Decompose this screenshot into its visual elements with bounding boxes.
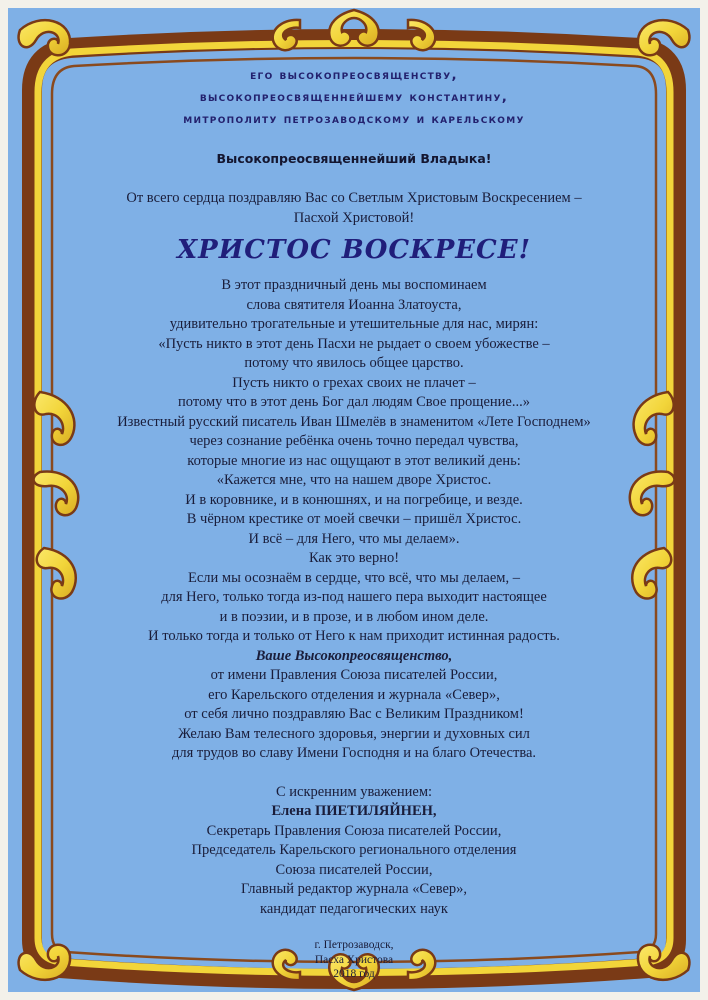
body-line: «Кажется мне, что на нашем дворе Христос. — [216, 472, 492, 488]
body-line: Если мы осознаём в сердце, что всё, что мы делаем, – — [188, 569, 520, 586]
regards-line: С искренним уважением: — [275, 783, 433, 800]
addressee-line: высокопреосвященнейшему константину, — [199, 89, 509, 105]
body-line: потому что явилось общее царство. — [244, 355, 464, 371]
addressee-line: его высокопреосвященству, — [250, 67, 458, 83]
greeting-line: Пасхой Христовой! — [293, 210, 415, 226]
easter-title: ХРИСТОС ВОСКРЕСЕ! — [177, 235, 531, 265]
place-line: Пасха Христова — [314, 953, 394, 966]
signer-name: Елена ПИЕТИЛЯЙНЕН, — [271, 803, 437, 819]
body-line: И в коровнике, и в конюшнях, и на погребице, и везде. — [185, 491, 523, 508]
body-line: Пусть никто о грехах своих не плачет – — [232, 374, 476, 391]
greeting — [86, 188, 622, 228]
body-line: В этот праздничный день мы воспоминаем — [221, 277, 487, 293]
signer-title: кандидат педагогических наук — [260, 900, 448, 917]
signature-block — [86, 783, 622, 920]
signer-title: Союза писателей России, — [275, 861, 433, 878]
body-line: которые многие из нас ощущают в этот великий день: — [187, 452, 521, 469]
salutation: Высокопреосвященнейший Владыка! — [216, 151, 492, 166]
addressee-block — [86, 64, 622, 130]
body-text — [86, 276, 622, 764]
signer-title: Председатель Карельского регионального отделения — [191, 842, 517, 858]
wishes-line: от себя лично поздравляю Вас с Великим Праздником! — [184, 706, 524, 722]
place-line: 2018 год — [333, 968, 375, 980]
wishes-line: Желаю Вам телесного здоровья, энергии и духовных сил — [178, 725, 530, 742]
body-line: Как это верно! — [308, 550, 400, 566]
body-line: слова святителя Иоанна Златоуста, — [246, 296, 462, 313]
body-line: И всё – для Него, что мы делаем». — [248, 530, 460, 547]
signer-title: Главный редактор журнала «Север», — [240, 881, 468, 897]
body-line: «Пусть никто в этот день Пасхи не рыдает о своем убожестве – — [158, 335, 550, 352]
body-line: Известный русский писатель Иван Шмелёв в знаменитом «Лете Господнем» — [117, 413, 591, 430]
body-line: В чёрном крестике от моей свечки – пришёл Христос. — [186, 511, 522, 527]
body-line: удивительно трогательные и утешительные для нас, мирян: — [169, 316, 539, 332]
place-line: г. Петрозаводск, — [314, 939, 394, 951]
signer-title: Секретарь Правления Союза писателей России, — [206, 822, 502, 839]
body-line: И только тогда и только от Него к нам приходит истинная радость. — [148, 628, 560, 644]
addressee-line: митрополиту петрозаводскому и карельскому — [183, 111, 525, 127]
wishes-line: от имени Правления Союза писателей России, — [210, 667, 498, 683]
body-line: через сознание ребёнка очень точно передал чувства, — [189, 433, 519, 449]
body-line: потому что в этот день Бог дал людям Свое прощение...» — [178, 394, 530, 410]
wishes-line: его Карельского отделения и журнала «Север», — [208, 686, 500, 703]
body-line: для Него, только тогда из-под нашего пера выходит настоящее — [161, 589, 547, 605]
letter-body — [86, 64, 622, 980]
place-date-block — [86, 938, 622, 982]
body-line: и в поэзии, и в прозе, и в любом ином деле. — [219, 608, 489, 625]
wishes-line: для трудов во славу Имени Господня и на благо Отечества. — [171, 745, 537, 761]
wishes-heading: Ваше Высокопреосвященство, — [255, 647, 453, 664]
greeting-line: От всего сердца поздравляю Вас со Светлым Христовым Воскресением – — [126, 190, 582, 206]
